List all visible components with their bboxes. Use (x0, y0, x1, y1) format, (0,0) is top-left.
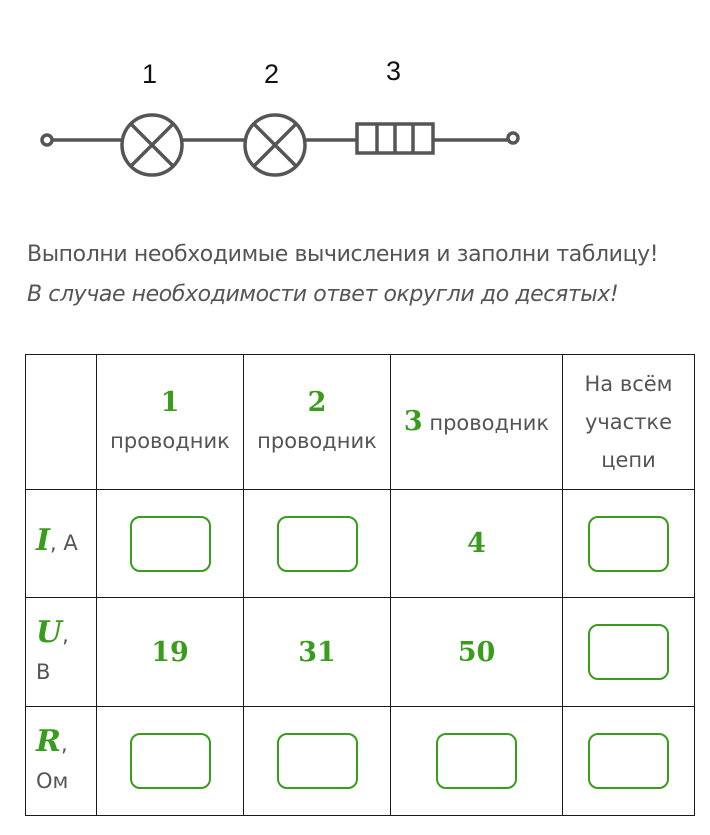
current-2-input[interactable] (277, 516, 358, 572)
header-1-word: проводник (110, 429, 230, 453)
header-total-line3: цепи (601, 448, 656, 472)
resistance-total-input[interactable] (588, 733, 669, 789)
resistor-3-icon (357, 124, 433, 153)
label-1: 1 (142, 59, 158, 89)
header-conductor-1 (97, 355, 244, 490)
current-1-input[interactable] (130, 516, 211, 572)
header-3-word: проводник (429, 410, 550, 435)
resistance-unit: Ом (36, 768, 69, 793)
lamp-2-icon (245, 115, 305, 175)
circuit-diagram (0, 0, 710, 220)
voltage-unit: В (36, 659, 51, 684)
header-row (26, 355, 695, 490)
voltage-separator: , (62, 622, 69, 647)
current-total-input[interactable] (588, 516, 669, 572)
header-total-line2: участке (584, 410, 673, 434)
terminal-right (508, 133, 518, 143)
voltage-total-cell (563, 598, 695, 707)
header-conductor-2 (244, 355, 391, 490)
instruction-text: Выполни необходимые вычисления и заполни таблицу! (27, 242, 659, 267)
header-2-word: проводник (257, 429, 377, 453)
rounding-note: В случае необходимости ответ округли до десятых! (27, 282, 619, 307)
voltage-symbol: U (36, 614, 63, 650)
header-2-number: 2 (307, 387, 327, 418)
row-current-label (26, 490, 97, 598)
voltage-3-value: 50 (391, 598, 563, 707)
current-3-value: 4 (391, 490, 563, 598)
circuit-table (25, 354, 695, 816)
current-total-cell (563, 490, 695, 598)
label-3: 3 (386, 56, 402, 86)
resistance-2-cell (244, 707, 391, 816)
resistance-separator: , (60, 731, 68, 756)
lamp-1-icon (122, 115, 182, 175)
label-2: 2 (264, 59, 280, 89)
corner-cell (26, 355, 97, 490)
current-symbol: I (36, 523, 51, 558)
resistance-symbol: R (36, 723, 61, 759)
row-resistance (26, 707, 695, 816)
header-total-line1: На всём (584, 372, 673, 396)
resistance-2-input[interactable] (277, 733, 358, 789)
resistance-1-cell (97, 707, 244, 816)
row-voltage (26, 598, 695, 707)
current-unit: , А (50, 531, 78, 555)
resistance-1-input[interactable] (130, 733, 211, 789)
voltage-total-input[interactable] (588, 624, 669, 680)
row-resistance-label (26, 707, 97, 816)
resistance-3-input[interactable] (436, 733, 517, 789)
voltage-2-value: 31 (244, 598, 391, 707)
resistance-total-cell (563, 707, 695, 816)
current-1-cell (97, 490, 244, 598)
resistance-3-cell (391, 707, 563, 816)
row-current (26, 490, 695, 598)
row-voltage-label (26, 598, 97, 707)
header-conductor-3 (391, 355, 563, 490)
header-1-number: 1 (160, 387, 180, 418)
current-2-cell (244, 490, 391, 598)
header-total (563, 355, 695, 490)
header-3-number: 3 (403, 405, 423, 437)
voltage-1-value: 19 (97, 598, 244, 707)
terminal-left (42, 135, 52, 145)
